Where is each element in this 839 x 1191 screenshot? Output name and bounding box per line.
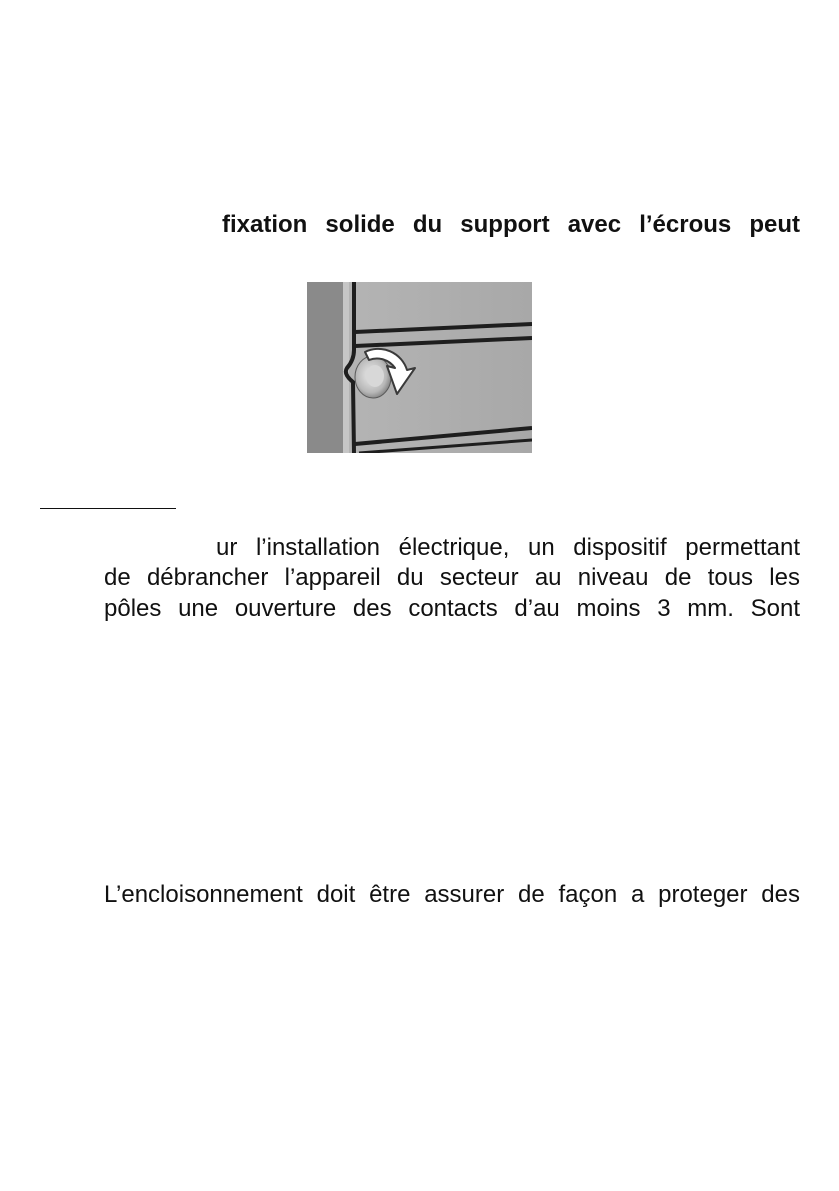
frame-edge	[307, 282, 343, 453]
bold-instruction-line: fixation solide du support avec l’écrous peut	[222, 211, 800, 238]
section-divider	[40, 508, 176, 509]
electrical-line-3: pôles une ouverture des contacts d’au moins 3 mm. Sont	[104, 595, 800, 622]
electrical-line-1: ur l’installation électrique, un dispositif permettant	[216, 534, 800, 561]
bracket-nut-illustration	[307, 282, 532, 453]
enclosure-line: L’encloisonnement doit être assurer de façon a proteger des	[104, 881, 800, 908]
electrical-line-2: de débrancher l’appareil du secteur au niveau de tous les	[104, 564, 800, 591]
nut-knob-center	[366, 365, 384, 387]
